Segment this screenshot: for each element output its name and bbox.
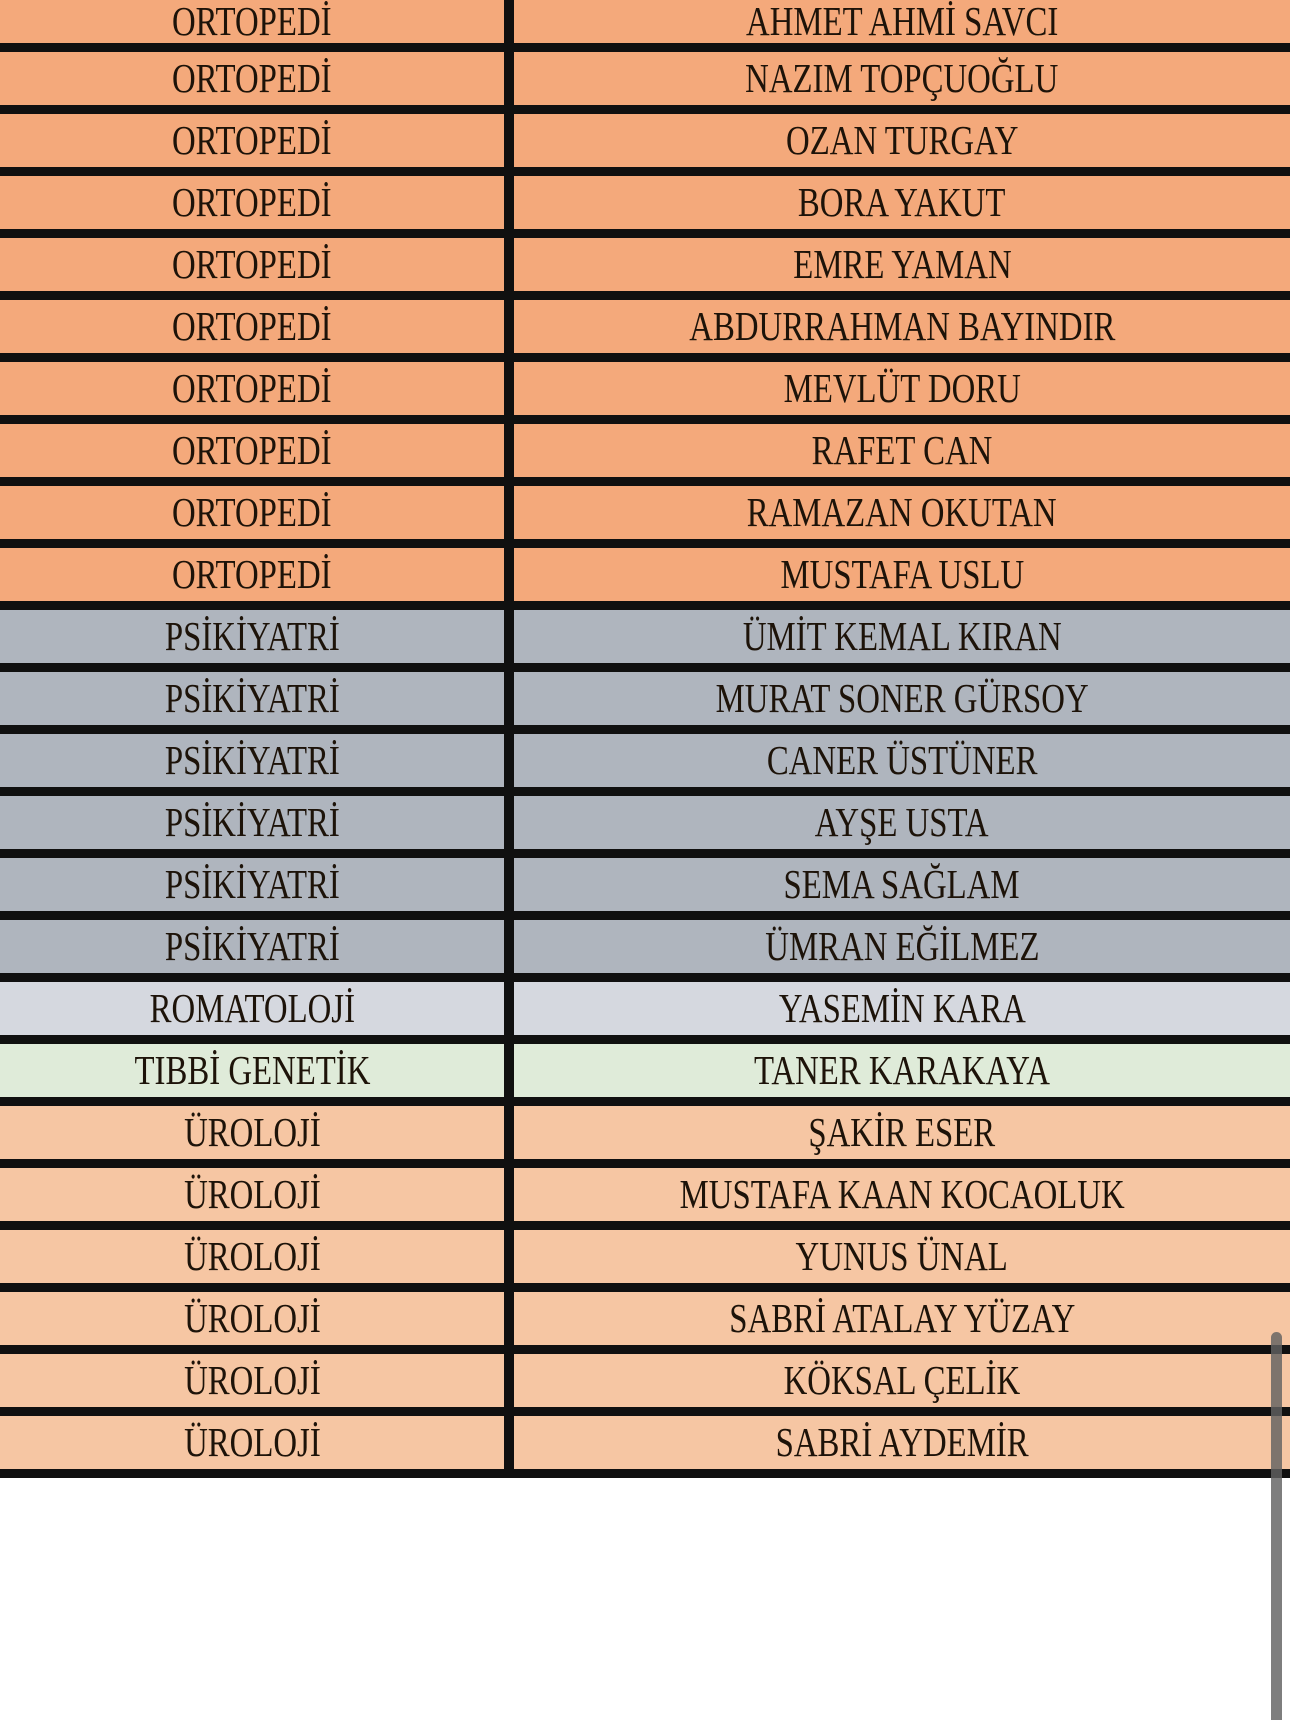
name-cell	[504, 362, 1290, 415]
person-name-label: EMRE YAMAN	[792, 241, 1012, 287]
vertical-scrollbar-thumb[interactable]	[1271, 1332, 1282, 1720]
specialty-cell	[0, 300, 504, 353]
specialty-label: PSİKİYATRİ	[164, 737, 340, 783]
specialty-label: ORTOPEDİ	[172, 0, 332, 43]
specialty-label: PSİKİYATRİ	[164, 861, 340, 907]
specialty-cell	[0, 1044, 504, 1097]
specialty-label: ORTOPEDİ	[172, 365, 332, 411]
name-cell	[504, 1168, 1290, 1221]
specialty-cell	[0, 920, 504, 973]
specialty-cell	[0, 796, 504, 849]
specialty-cell	[0, 176, 504, 229]
specialty-label: ORTOPEDİ	[172, 427, 332, 473]
name-cell	[504, 1416, 1290, 1469]
name-cell	[504, 1230, 1290, 1283]
person-name-label: MURAT SONER GÜRSOY	[715, 675, 1089, 721]
person-name-label: ÜMİT KEMAL KIRAN	[742, 613, 1062, 659]
name-cell	[504, 0, 1290, 43]
person-name-label: OZAN TURGAY	[785, 117, 1019, 163]
specialty-label: ÜROLOJİ	[183, 1171, 321, 1217]
specialty-label: ORTOPEDİ	[172, 179, 332, 225]
table-row	[0, 114, 1290, 176]
specialty-cell	[0, 52, 504, 105]
specialty-label: ORTOPEDİ	[172, 303, 332, 349]
name-cell	[504, 114, 1290, 167]
specialty-cell	[0, 1106, 504, 1159]
specialty-cell	[0, 0, 504, 43]
specialty-cell	[0, 362, 504, 415]
name-cell	[504, 982, 1290, 1035]
table-row	[0, 486, 1290, 548]
name-cell	[504, 300, 1290, 353]
specialty-cell	[0, 734, 504, 787]
table-row	[0, 734, 1290, 796]
table-row	[0, 1044, 1290, 1106]
specialty-label: ORTOPEDİ	[172, 117, 332, 163]
person-name-label: NAZIM TOPÇUOĞLU	[745, 55, 1059, 101]
specialty-label: ÜROLOJİ	[183, 1109, 321, 1155]
table-row	[0, 672, 1290, 734]
name-cell	[504, 796, 1290, 849]
specialty-cell	[0, 424, 504, 477]
specialty-cell	[0, 114, 504, 167]
specialty-cell	[0, 548, 504, 601]
person-name-label: RAFET CAN	[811, 427, 993, 473]
name-cell	[504, 920, 1290, 973]
table-row	[0, 1106, 1290, 1168]
specialty-label: ÜROLOJİ	[183, 1295, 321, 1341]
person-name-label: RAMAZAN OKUTAN	[747, 489, 1057, 535]
specialty-cell	[0, 1354, 504, 1407]
person-name-label: SABRİ ATALAY YÜZAY	[728, 1295, 1076, 1341]
specialty-label: ÜROLOJİ	[183, 1233, 321, 1279]
specialty-label: TIBBİ GENETİK	[134, 1047, 370, 1093]
specialty-cell	[0, 858, 504, 911]
person-name-label: SABRİ AYDEMİR	[775, 1419, 1029, 1465]
specialty-cell	[0, 1416, 504, 1469]
specialty-label: ORTOPEDİ	[172, 241, 332, 287]
specialty-label: PSİKİYATRİ	[164, 799, 340, 845]
table-row	[0, 424, 1290, 486]
name-cell	[504, 1106, 1290, 1159]
name-cell	[504, 734, 1290, 787]
person-name-label: MUSTAFA USLU	[780, 551, 1024, 597]
person-name-label: TANER KARAKAYA	[754, 1047, 1050, 1093]
name-cell	[504, 52, 1290, 105]
table-row	[0, 1168, 1290, 1230]
name-cell	[504, 672, 1290, 725]
table-row	[0, 1354, 1290, 1416]
person-name-label: MEVLÜT DORU	[783, 365, 1021, 411]
table-row	[0, 1292, 1290, 1354]
specialty-cell	[0, 982, 504, 1035]
table-row	[0, 610, 1290, 672]
table-row	[0, 362, 1290, 424]
name-cell	[504, 238, 1290, 291]
name-cell	[504, 486, 1290, 539]
specialty-label: ÜROLOJİ	[183, 1419, 321, 1465]
specialty-label: PSİKİYATRİ	[164, 613, 340, 659]
specialty-cell	[0, 486, 504, 539]
person-name-label: KÖKSAL ÇELİK	[783, 1357, 1021, 1403]
name-cell	[504, 548, 1290, 601]
name-cell	[504, 1354, 1290, 1407]
person-name-label: CANER ÜSTÜNER	[766, 737, 1038, 783]
table-row	[0, 796, 1290, 858]
table-row	[0, 1230, 1290, 1292]
name-cell	[504, 610, 1290, 663]
specialty-label: ORTOPEDİ	[172, 55, 332, 101]
person-name-label: AYŞE USTA	[815, 799, 989, 845]
specialty-cell	[0, 672, 504, 725]
table-row	[0, 858, 1290, 920]
specialty-label: PSİKİYATRİ	[164, 675, 340, 721]
person-name-label: YASEMİN KARA	[778, 985, 1026, 1031]
person-name-label: ABDURRAHMAN BAYINDIR	[688, 303, 1116, 349]
name-cell	[504, 1292, 1290, 1345]
person-name-label: AHMET AHMİ SAVCI	[745, 0, 1059, 43]
specialty-label: PSİKİYATRİ	[164, 923, 340, 969]
specialty-cell	[0, 1168, 504, 1221]
person-name-label: ÜMRAN EĞİLMEZ	[764, 923, 1040, 969]
specialty-cell	[0, 1292, 504, 1345]
table-row	[0, 0, 1290, 52]
table-row	[0, 176, 1290, 238]
table-row	[0, 1416, 1290, 1478]
table-row	[0, 300, 1290, 362]
name-cell	[504, 176, 1290, 229]
person-name-label: YUNUS ÜNAL	[795, 1233, 1009, 1279]
person-name-label: SEMA SAĞLAM	[783, 861, 1021, 907]
table-row	[0, 238, 1290, 300]
table-row	[0, 920, 1290, 982]
person-name-label: MUSTAFA KAAN KOCAOLUK	[679, 1171, 1125, 1217]
name-cell	[504, 858, 1290, 911]
table-row	[0, 548, 1290, 610]
table-row	[0, 52, 1290, 114]
specialty-cell	[0, 1230, 504, 1283]
specialty-label: ORTOPEDİ	[172, 551, 332, 597]
name-cell	[504, 1044, 1290, 1097]
specialty-cell	[0, 238, 504, 291]
specialty-label: ROMATOLOJİ	[149, 985, 355, 1031]
specialty-label: ORTOPEDİ	[172, 489, 332, 535]
specialty-cell	[0, 610, 504, 663]
person-name-label: BORA YAKUT	[798, 179, 1006, 225]
name-cell	[504, 424, 1290, 477]
specialty-label: ÜROLOJİ	[183, 1357, 321, 1403]
person-name-label: ŞAKİR ESER	[808, 1109, 996, 1155]
table-row	[0, 982, 1290, 1044]
